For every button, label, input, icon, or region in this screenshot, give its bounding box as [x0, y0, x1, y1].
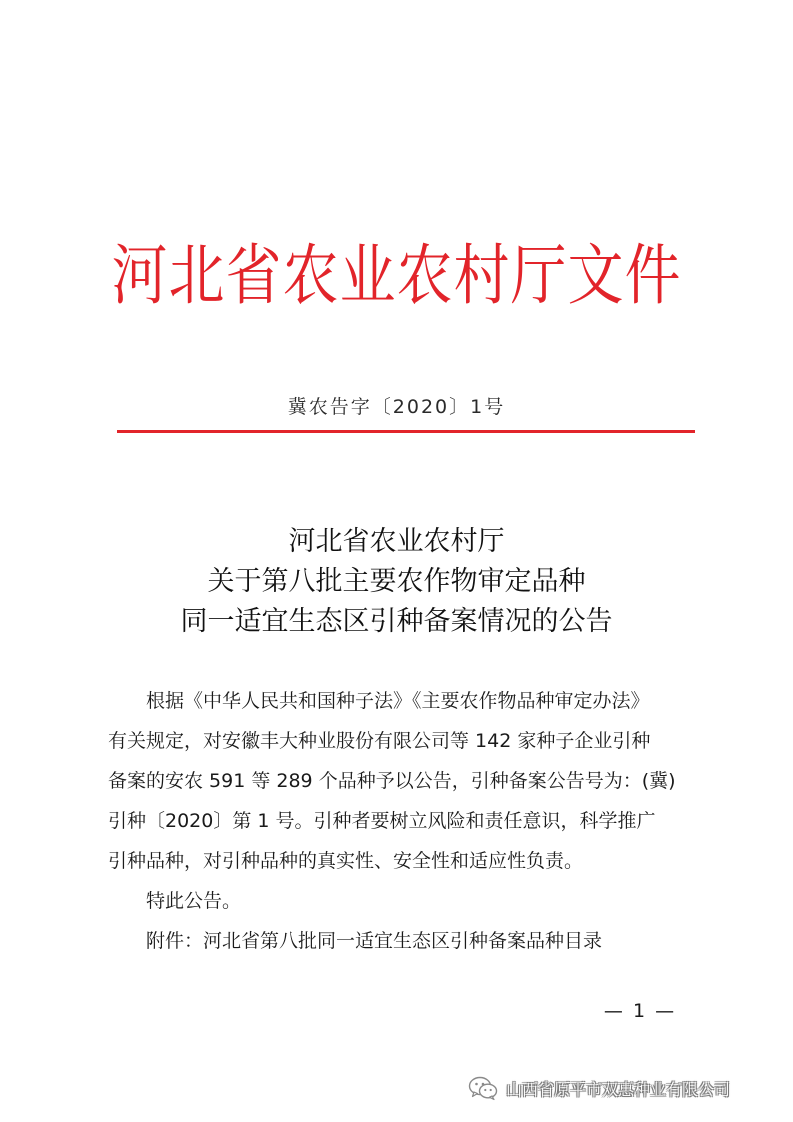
notice-title	[0, 522, 793, 642]
watermark-text: 山西省原平市双惠种业有限公司	[506, 1079, 731, 1099]
notice-title-line-1: 河北省农业农村厅	[288, 526, 505, 557]
page-number: — 1 —	[603, 1000, 677, 1022]
watermark	[468, 1073, 730, 1103]
document-number: 冀农告字〔2020〕1号	[287, 396, 506, 418]
body-line-5: 引种品种，对引种品种的真实性、安全性和适应性负责。	[108, 850, 584, 872]
red-divider-rule	[117, 430, 695, 433]
closing-line: 特此公告。	[146, 890, 242, 912]
notice-body	[108, 681, 698, 961]
body-line-2: 有关规定，对安徽丰大种业股份有限公司等 142 家种子企业引种	[108, 730, 651, 752]
notice-title-line-2: 关于第八批主要农作物审定品种	[207, 566, 586, 597]
notice-title-line-3: 同一适宜生态区引种备案情况的公告	[180, 606, 613, 637]
masthead-title: 河北省农业农村厅文件	[111, 237, 682, 315]
body-line-4: 引种〔2020〕第 1 号。引种者要树立风险和责任意识，科学推广	[108, 810, 656, 832]
body-line-1: 根据《中华人民共和国种子法》《主要农作物品种审定办法》	[146, 690, 650, 712]
wechat-icon	[468, 1075, 498, 1101]
body-line-3: 备案的安农 591 等 289 个品种予以公告，引种备案公告号为：(冀)	[108, 770, 676, 792]
attachment-line: 附件：河北省第八批同一适宜生态区引种备案品种目录	[146, 930, 603, 952]
